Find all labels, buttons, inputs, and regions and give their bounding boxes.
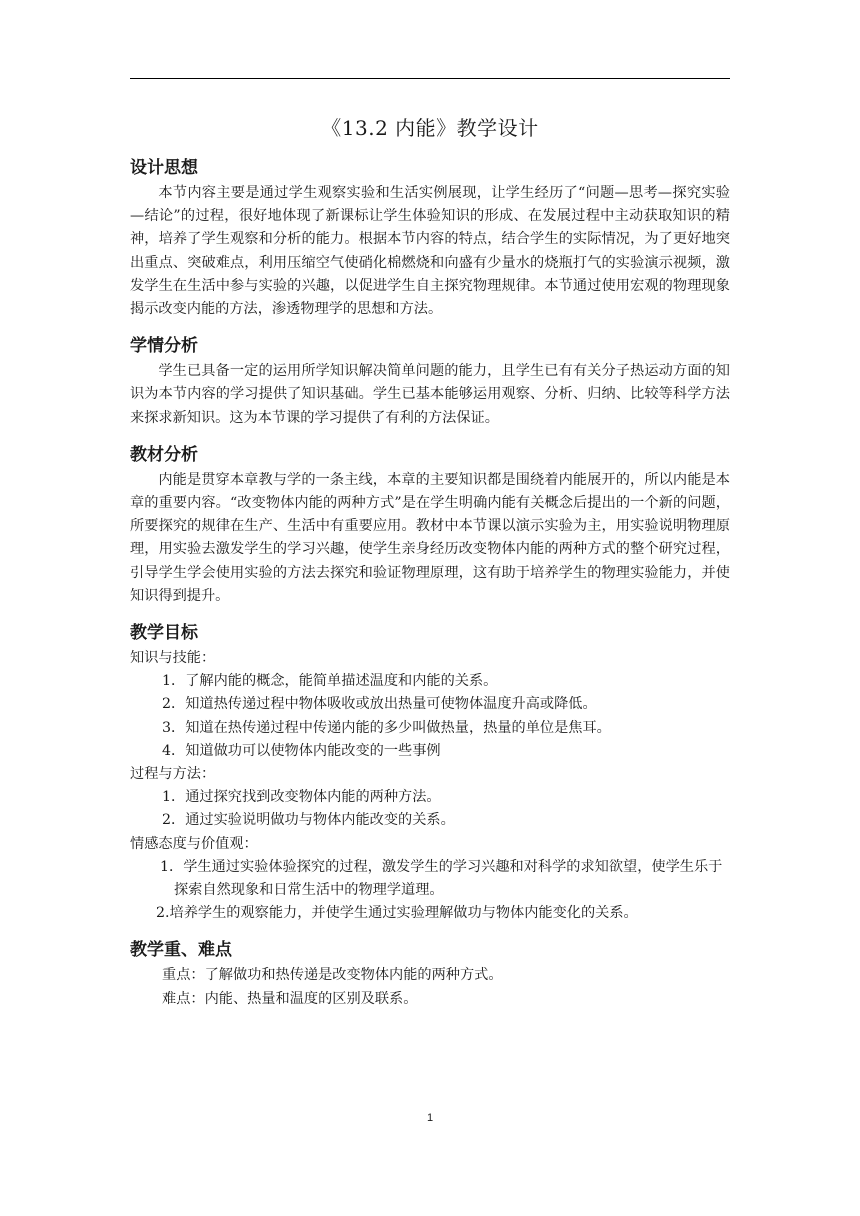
knowledge-item: 4．知道做功可以使物体内能改变的一些事例 bbox=[162, 742, 441, 759]
section-heading-textbook: 教材分析 bbox=[130, 444, 198, 465]
section-heading-goals: 教学目标 bbox=[130, 623, 198, 644]
document-body bbox=[130, 112, 730, 1011]
knowledge-label: 知识与技能： bbox=[130, 650, 216, 667]
header-rule bbox=[130, 78, 730, 79]
page-number: 1 bbox=[426, 1112, 434, 1124]
knowledge-item: 1．了解内能的概念，能简单描述温度和内能的关系。 bbox=[162, 673, 498, 690]
process-label: 过程与方法： bbox=[130, 766, 216, 783]
section-paragraph-learner: 学生已具备一定的运用所学知识解决简单问题的能力，且学生已有有关分子热运动方面的知识为本节内容的学习提供了知识基础。学生已基本能够运用观察、分析、归纳、比较等科学方法来探求新知识。这为本节课的学习提供了有利的方法保证。 bbox=[130, 363, 730, 426]
section-heading-learner: 学情分析 bbox=[130, 336, 198, 357]
emotion-label: 情感态度与价值观： bbox=[130, 835, 258, 852]
knowledge-item: 3．知道在热传递过程中传递内能的多少叫做热量，热量的单位是焦耳。 bbox=[162, 719, 611, 736]
key-point-line: 重点：了解做功和热传递是改变物体内能的两种方式。 bbox=[162, 967, 503, 984]
process-item: 1．通过探究找到改变物体内能的两种方法。 bbox=[162, 789, 441, 806]
document-title: 《13.2 内能》教学设计 bbox=[321, 116, 539, 140]
section-paragraph-design: 本节内容主要是通过学生观察实验和生活实例展现，让学生经历了“问题—思考—探究实验—结论”的过程，很好地体现了新课标让学生体验知识的形成、在发展过程中主动获取知识的精神，培养了学生观察和分析的能力。根据本节内容的特点，结合学生的实际情况，为了更好地突出重点、突破难点，利用压缩空气使硝化棉燃烧和向盛有少量水的烧瓶打气的实验演示视频，激发学生在生活中参与实验的兴趣，以促进学生自主探究物理规律。本节通过使用宏观的物理现象揭示改变内能的方法，渗透物理学的思想和方法。 bbox=[130, 185, 730, 318]
knowledge-item: 2．知道热传递过程中物体吸收或放出热量可使物体温度升高或降低。 bbox=[162, 696, 597, 713]
emotion-item: 1．学生通过实验体验探究的过程，激发学生的学习兴趣和对科学的求知欲望，使学生乐于探索自然现象和日常生活中的物理学道理。 bbox=[160, 858, 723, 899]
section-paragraph-textbook: 内能是贯穿本章教与学的一条主线，本章的主要知识都是围绕着内能展开的，所以内能是本章的重要内容。“改变物体内能的两种方式”是在学生明确内能有关概念后提出的一个新的问题，所要探究的规律在生产、生活中有重要应用。教材中本节课以演示实验为主，用实验说明物理原理，用实验去激发学生的学习兴趣，使学生亲身经历改变物体内能的两种方式的整个研究过程，引导学生学会使用实验的方法去探究和验证物理原理，这有助于培养学生的物理实验能力，并使知识得到提升。 bbox=[130, 471, 730, 604]
section-heading-key-points: 教学重、难点 bbox=[130, 940, 232, 961]
section-heading-design: 设计思想 bbox=[130, 158, 198, 178]
difficult-point-line: 难点：内能、热量和温度的区别及联系。 bbox=[162, 990, 418, 1007]
emotion-item: 2.培养学生的观察能力，并使学生通过实验理解做功与物体内能变化的关系。 bbox=[156, 905, 638, 922]
process-item: 2．通过实验说明做功与物体内能改变的关系。 bbox=[162, 812, 455, 829]
